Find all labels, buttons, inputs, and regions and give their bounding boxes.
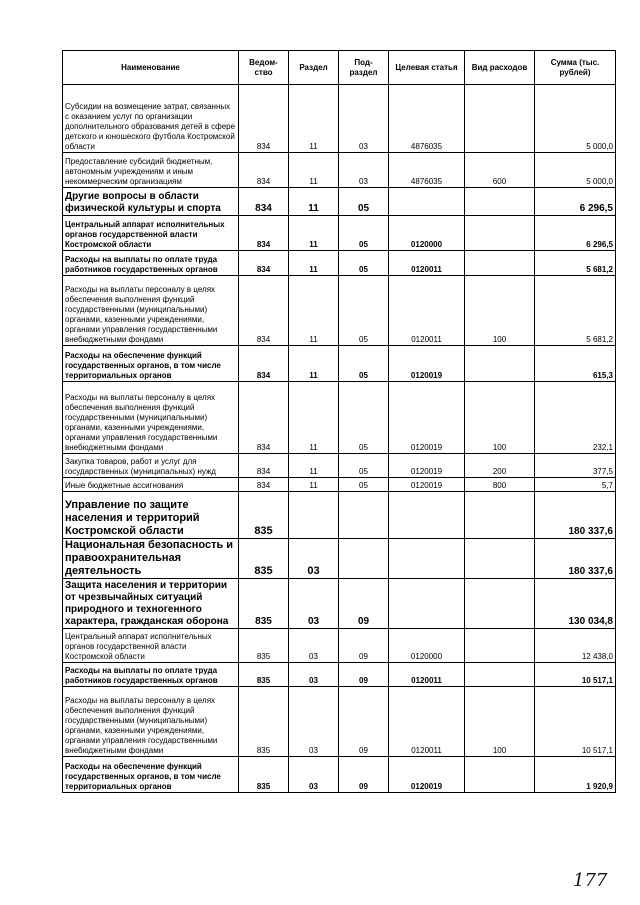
table-row bbox=[63, 478, 616, 492]
row-subsection: 05 bbox=[339, 346, 389, 382]
row-name: Национальная безопасность и правоохранительная деятельность bbox=[63, 539, 239, 579]
row-section: 11 bbox=[289, 346, 339, 382]
row-name: Расходы на выплаты персоналу в целях обеспечения выполнения функций государственными (муниципальными) органами, казенными учреждениями, органами управления государственными внебюджетными фондами bbox=[63, 687, 239, 757]
row-dept: 835 bbox=[239, 663, 289, 687]
row-kind bbox=[465, 346, 535, 382]
row-name: Расходы на выплаты персоналу в целях обеспечения выполнения функций государственными (муниципальными) органами, казенными учреждениями, органами управления государственными внебюджетными фондами bbox=[63, 382, 239, 454]
row-name: Расходы на выплаты по оплате труда работников государственных органов bbox=[63, 251, 239, 276]
table-row bbox=[63, 276, 616, 346]
row-target bbox=[389, 492, 465, 539]
row-target: 0120019 bbox=[389, 382, 465, 454]
row-sum: 130 034,8 bbox=[535, 579, 616, 629]
row-dept: 835 bbox=[239, 687, 289, 757]
row-sum: 6 296,5 bbox=[535, 188, 616, 216]
row-dept: 834 bbox=[239, 153, 289, 188]
row-name: Расходы на обеспечение функций государственных органов, в том числе территориальных органов bbox=[63, 757, 239, 793]
row-name: Другие вопросы в области физической культуры и спорта bbox=[63, 188, 239, 216]
row-subsection: 05 bbox=[339, 478, 389, 492]
row-name: Управление по защите населения и территорий Костромской области bbox=[63, 492, 239, 539]
row-dept: 835 bbox=[239, 492, 289, 539]
row-section: 11 bbox=[289, 454, 339, 478]
row-section: 11 bbox=[289, 382, 339, 454]
row-subsection: 03 bbox=[339, 85, 389, 153]
table-row bbox=[63, 85, 616, 153]
row-dept: 834 bbox=[239, 478, 289, 492]
row-target: 0120000 bbox=[389, 216, 465, 251]
row-section: 11 bbox=[289, 478, 339, 492]
row-kind: 600 bbox=[465, 153, 535, 188]
row-sum: 5 681,2 bbox=[535, 276, 616, 346]
row-dept: 834 bbox=[239, 454, 289, 478]
row-sum: 5 681,2 bbox=[535, 251, 616, 276]
row-section bbox=[289, 492, 339, 539]
row-sum: 12 438,0 bbox=[535, 629, 616, 663]
row-target: 0120019 bbox=[389, 478, 465, 492]
row-target: 4876035 bbox=[389, 153, 465, 188]
row-dept: 835 bbox=[239, 757, 289, 793]
row-subsection: 05 bbox=[339, 454, 389, 478]
row-target: 0120019 bbox=[389, 757, 465, 793]
table-row bbox=[63, 346, 616, 382]
row-section: 03 bbox=[289, 663, 339, 687]
row-subsection: 05 bbox=[339, 251, 389, 276]
row-section: 03 bbox=[289, 579, 339, 629]
header-sum: Сумма (тыс. рублей) bbox=[535, 51, 616, 85]
page-number: 177 bbox=[573, 870, 608, 891]
row-name: Расходы на выплаты персоналу в целях обеспечения выполнения функций государственными (муниципальными) органами, казенными учреждениями, органами управления государственными внебюджетными фондами bbox=[63, 276, 239, 346]
row-subsection: 09 bbox=[339, 663, 389, 687]
row-kind bbox=[465, 539, 535, 579]
row-kind bbox=[465, 251, 535, 276]
header-subsection: Под-раздел bbox=[339, 51, 389, 85]
row-kind bbox=[465, 629, 535, 663]
row-sum: 10 517,1 bbox=[535, 663, 616, 687]
row-target: 0120019 bbox=[389, 346, 465, 382]
row-sum: 5 000,0 bbox=[535, 153, 616, 188]
row-dept: 834 bbox=[239, 188, 289, 216]
row-sum: 5,7 bbox=[535, 478, 616, 492]
row-target: 0120011 bbox=[389, 251, 465, 276]
row-subsection: 05 bbox=[339, 382, 389, 454]
row-dept: 835 bbox=[239, 629, 289, 663]
row-name: Закупка товаров, работ и услуг для государственных (муниципальных) нужд bbox=[63, 454, 239, 478]
row-kind bbox=[465, 216, 535, 251]
row-kind: 100 bbox=[465, 382, 535, 454]
budget-table bbox=[62, 50, 616, 793]
row-dept: 834 bbox=[239, 251, 289, 276]
row-kind bbox=[465, 492, 535, 539]
row-subsection: 05 bbox=[339, 276, 389, 346]
row-section: 11 bbox=[289, 188, 339, 216]
row-name: Защита населения и территории от чрезвычайных ситуаций природного и техногенного характера, гражданская оборона bbox=[63, 579, 239, 629]
header-row bbox=[63, 51, 616, 85]
row-sum: 377,5 bbox=[535, 454, 616, 478]
header-section: Раздел bbox=[289, 51, 339, 85]
table-row bbox=[63, 539, 616, 579]
row-section: 11 bbox=[289, 276, 339, 346]
row-target bbox=[389, 579, 465, 629]
row-target: 0120011 bbox=[389, 276, 465, 346]
row-section: 03 bbox=[289, 757, 339, 793]
row-sum: 6 296,5 bbox=[535, 216, 616, 251]
row-kind: 200 bbox=[465, 454, 535, 478]
row-kind: 100 bbox=[465, 276, 535, 346]
row-kind bbox=[465, 188, 535, 216]
row-section: 03 bbox=[289, 629, 339, 663]
row-target: 0120019 bbox=[389, 454, 465, 478]
header-name: Наименование bbox=[63, 51, 239, 85]
row-section: 11 bbox=[289, 216, 339, 251]
row-sum: 180 337,6 bbox=[535, 539, 616, 579]
table-row bbox=[63, 251, 616, 276]
row-section: 03 bbox=[289, 687, 339, 757]
header-dept: Ведом-ство bbox=[239, 51, 289, 85]
table-row bbox=[63, 629, 616, 663]
row-kind bbox=[465, 757, 535, 793]
row-subsection: 09 bbox=[339, 757, 389, 793]
table-row bbox=[63, 188, 616, 216]
row-dept: 835 bbox=[239, 539, 289, 579]
row-name: Предоставление субсидий бюджетным, автономным учреждениям и иным некоммерческим организациям bbox=[63, 153, 239, 188]
table-row bbox=[63, 153, 616, 188]
row-subsection: 09 bbox=[339, 579, 389, 629]
row-dept: 834 bbox=[239, 276, 289, 346]
table-row bbox=[63, 687, 616, 757]
table-row bbox=[63, 492, 616, 539]
row-name: Расходы на выплаты по оплате труда работников государственных органов bbox=[63, 663, 239, 687]
row-kind: 800 bbox=[465, 478, 535, 492]
row-section: 11 bbox=[289, 251, 339, 276]
header-kind: Вид расходов bbox=[465, 51, 535, 85]
table-row bbox=[63, 216, 616, 251]
row-target: 0120011 bbox=[389, 663, 465, 687]
row-dept: 834 bbox=[239, 85, 289, 153]
row-subsection: 09 bbox=[339, 687, 389, 757]
table-row bbox=[63, 579, 616, 629]
row-sum: 5 000,0 bbox=[535, 85, 616, 153]
row-name: Центральный аппарат исполнительных органов государственной власти Костромской области bbox=[63, 629, 239, 663]
row-kind bbox=[465, 579, 535, 629]
row-name: Центральный аппарат исполнительных органов государственной власти Костромской области bbox=[63, 216, 239, 251]
row-kind bbox=[465, 85, 535, 153]
row-subsection bbox=[339, 539, 389, 579]
row-name: Субсидии на возмещение затрат, связанных с оказанием услуг по организации дополнительного образования детей в сфере детского и юношеского футбола Костромской области bbox=[63, 85, 239, 153]
row-dept: 835 bbox=[239, 579, 289, 629]
row-name: Иные бюджетные ассигнования bbox=[63, 478, 239, 492]
row-sum: 1 920,9 bbox=[535, 757, 616, 793]
row-target bbox=[389, 539, 465, 579]
row-dept: 834 bbox=[239, 382, 289, 454]
row-kind: 100 bbox=[465, 687, 535, 757]
row-sum: 615,3 bbox=[535, 346, 616, 382]
table-row bbox=[63, 757, 616, 793]
row-section: 11 bbox=[289, 85, 339, 153]
row-dept: 834 bbox=[239, 346, 289, 382]
row-target: 0120011 bbox=[389, 687, 465, 757]
row-subsection: 05 bbox=[339, 188, 389, 216]
header-target: Целевая статья bbox=[389, 51, 465, 85]
row-section: 11 bbox=[289, 153, 339, 188]
row-section: 03 bbox=[289, 539, 339, 579]
row-target: 4876035 bbox=[389, 85, 465, 153]
row-dept: 834 bbox=[239, 216, 289, 251]
row-name: Расходы на обеспечение функций государственных органов, в том числе территориальных органов bbox=[63, 346, 239, 382]
row-target bbox=[389, 188, 465, 216]
row-kind bbox=[465, 663, 535, 687]
table-row bbox=[63, 382, 616, 454]
row-subsection bbox=[339, 492, 389, 539]
table-row bbox=[63, 454, 616, 478]
row-sum: 10 517,1 bbox=[535, 687, 616, 757]
table-row bbox=[63, 663, 616, 687]
row-sum: 232,1 bbox=[535, 382, 616, 454]
row-subsection: 03 bbox=[339, 153, 389, 188]
row-subsection: 09 bbox=[339, 629, 389, 663]
row-sum: 180 337,6 bbox=[535, 492, 616, 539]
row-subsection: 05 bbox=[339, 216, 389, 251]
row-target: 0120000 bbox=[389, 629, 465, 663]
